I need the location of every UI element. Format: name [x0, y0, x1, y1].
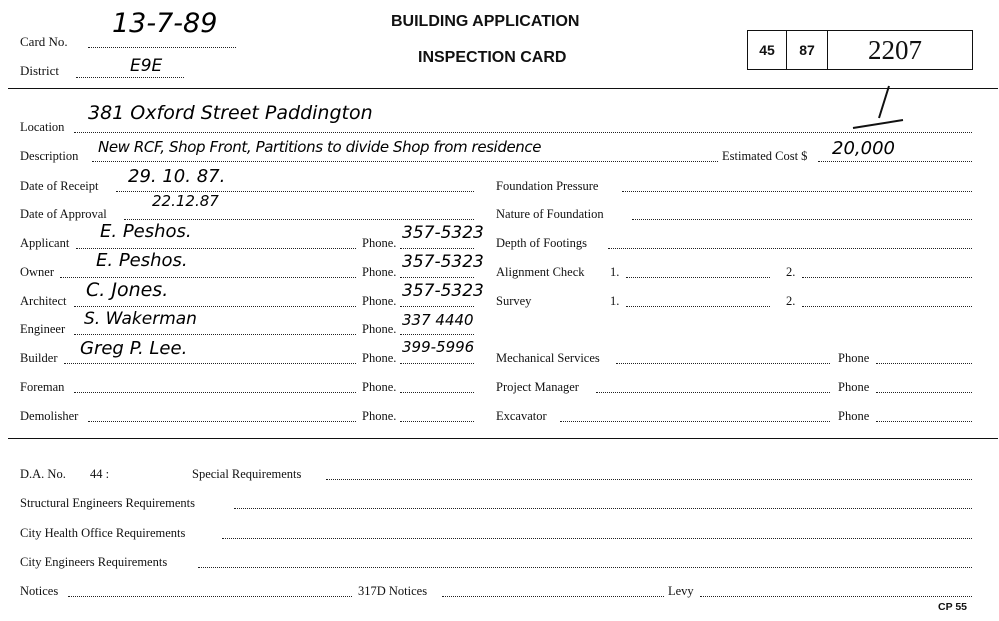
form-title: BUILDING APPLICATION: [391, 13, 580, 30]
excavator-phone-line: [876, 421, 972, 422]
applicant-name: E. Peshos.: [100, 221, 192, 242]
form-code: CP 55: [938, 601, 967, 613]
location-label: Location: [20, 120, 65, 134]
engineer-phone-label: Phone.: [362, 322, 397, 336]
excavator-label: Excavator: [496, 409, 547, 423]
applicant-label: Applicant: [20, 236, 70, 250]
health-requirements-label: City Health Office Requirements: [20, 526, 186, 540]
builder-label: Builder: [20, 351, 58, 365]
engineer-label: Engineer: [20, 322, 66, 336]
applicant-line: [76, 248, 356, 249]
owner-name: E. Peshos.: [96, 250, 188, 271]
applicant-phone-label: Phone.: [362, 236, 397, 250]
depth-of-footings-label: Depth of Footings: [496, 236, 587, 250]
survey-label: Survey: [496, 294, 532, 308]
excavator-phone-label: Phone: [838, 409, 870, 423]
builder-phone: 399-5996: [402, 338, 475, 356]
ref-box-year-2: 87: [787, 31, 828, 69]
estimated-cost-label: Estimated Cost $: [722, 149, 808, 163]
foundation-pressure-line: [622, 191, 972, 192]
project-manager-line: [596, 392, 830, 393]
owner-label: Owner: [20, 265, 55, 279]
owner-phone-label: Phone.: [362, 265, 397, 279]
date-of-approval-line: [124, 219, 474, 220]
notices-label: Notices: [20, 584, 59, 598]
foreman-label: Foreman: [20, 380, 65, 394]
description-value: New RCF, Shop Front, Partitions to divide Shop from residence: [98, 138, 542, 156]
card-no-label: Card No.: [20, 34, 68, 49]
mechanical-services-phone-label: Phone: [838, 351, 870, 365]
applicant-phone: 357-5323: [402, 223, 484, 243]
ref-box-year-1: 45: [748, 31, 787, 69]
architect-phone-label: Phone.: [362, 294, 397, 308]
description-label: Description: [20, 149, 79, 163]
foundation-pressure-label: Foundation Pressure: [496, 179, 599, 193]
card-no-value: 13-7-89: [112, 8, 218, 39]
engineer-phone: 337 4440: [402, 311, 474, 329]
project-manager-phone-line: [876, 392, 972, 393]
district-line: [76, 77, 184, 78]
reference-box: [747, 30, 973, 70]
date-of-receipt-value: 29. 10. 87.: [128, 166, 226, 187]
alignment-check-1-line: [626, 277, 770, 278]
date-of-approval-label: Date of Approval: [20, 207, 107, 221]
engineer-line: [74, 334, 356, 335]
structural-requirements-line: [234, 508, 972, 509]
date-of-receipt-label: Date of Receipt: [20, 179, 99, 193]
architect-name: C. Jones.: [86, 279, 169, 301]
structural-requirements-label: Structural Engineers Requirements: [20, 496, 195, 510]
alignment-check-2: 2.: [786, 265, 796, 279]
project-manager-label: Project Manager: [496, 380, 579, 394]
ref-number: 2207: [868, 35, 922, 65]
district-label: District: [20, 63, 59, 78]
owner-phone-line: [400, 277, 474, 278]
demolisher-phone-line: [400, 421, 474, 422]
da-no-label: D.A. No.: [20, 467, 66, 481]
form-subtitle: INSPECTION CARD: [418, 49, 567, 66]
builder-phone-label: Phone.: [362, 351, 397, 365]
architect-line: [74, 306, 356, 307]
owner-phone: 357-5323: [402, 252, 484, 272]
card-no-line: [88, 47, 236, 48]
depth-of-footings-line: [608, 248, 972, 249]
mechanical-services-line: [616, 363, 830, 364]
foreman-phone-line: [400, 392, 474, 393]
da-no-value: 44 :: [90, 467, 110, 481]
demolisher-label: Demolisher: [20, 409, 79, 423]
levy-line: [700, 596, 972, 597]
nature-of-foundation-line: [632, 219, 972, 220]
owner-line: [60, 277, 356, 278]
alignment-check-2-line: [802, 277, 972, 278]
location-line: [74, 132, 972, 133]
date-of-approval-value: 22.12.87: [152, 192, 219, 210]
architect-phone-line: [400, 306, 474, 307]
mechanical-services-phone-line: [876, 363, 972, 364]
estimated-cost-value: 20,000: [832, 138, 895, 159]
pen-stroke-mark: [845, 80, 905, 132]
notices-line: [68, 596, 352, 597]
section-divider: [8, 438, 998, 439]
special-requirements-line: [326, 479, 972, 480]
excavator-line: [560, 421, 830, 422]
demolisher-phone-label: Phone.: [362, 409, 397, 423]
foreman-phone-label: Phone.: [362, 380, 397, 394]
survey-1-line: [626, 306, 770, 307]
builder-phone-line: [400, 363, 474, 364]
architect-label: Architect: [20, 294, 67, 308]
survey-1: 1.: [610, 294, 620, 308]
survey-2: 2.: [786, 294, 796, 308]
description-line: [92, 161, 718, 162]
mechanical-services-label: Mechanical Services: [496, 351, 600, 365]
levy-label: Levy: [668, 584, 694, 598]
health-requirements-line: [222, 538, 972, 539]
applicant-phone-line: [400, 248, 474, 249]
alignment-check-label: Alignment Check: [496, 265, 585, 279]
builder-name: Greg P. Lee.: [80, 338, 188, 359]
builder-line: [64, 363, 356, 364]
architect-phone: 357-5323: [402, 281, 484, 301]
foreman-line: [74, 392, 356, 393]
special-requirements-label: Special Requirements: [192, 467, 302, 481]
estimated-cost-line: [818, 161, 972, 162]
project-manager-phone-label: Phone: [838, 380, 870, 394]
engineer-name: S. Wakerman: [84, 309, 197, 329]
survey-2-line: [802, 306, 972, 307]
city-engineers-requirements-label: City Engineers Requirements: [20, 555, 168, 569]
notices-317d-label: 317D Notices: [358, 584, 428, 598]
district-value: E9E: [130, 56, 163, 76]
engineer-phone-line: [400, 334, 474, 335]
city-engineers-requirements-line: [198, 567, 972, 568]
location-value: 381 Oxford Street Paddington: [88, 102, 373, 124]
notices-317d-line: [442, 596, 664, 597]
alignment-check-1: 1.: [610, 265, 620, 279]
nature-of-foundation-label: Nature of Foundation: [496, 207, 604, 221]
demolisher-line: [88, 421, 356, 422]
